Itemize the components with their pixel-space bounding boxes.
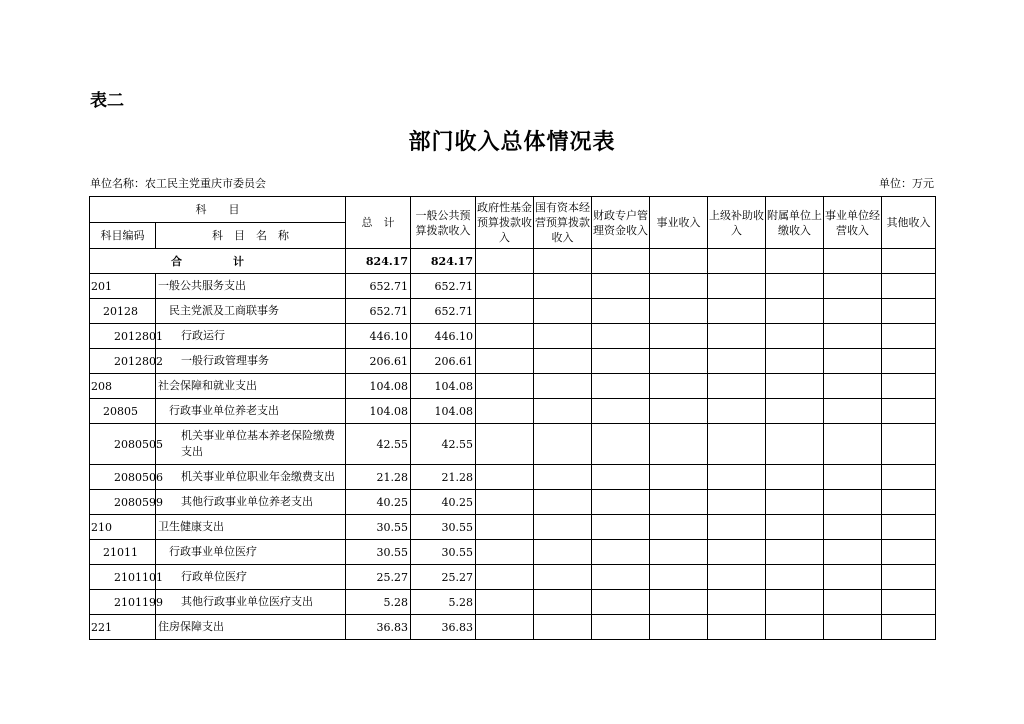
table-row <box>90 274 936 299</box>
empty-cell <box>534 490 592 515</box>
subject-code: 2012802 <box>90 349 156 374</box>
subject-name: 行政运行 <box>156 324 346 349</box>
table-row <box>90 565 936 590</box>
subject-code: 20805 <box>90 399 156 424</box>
empty-cell <box>708 615 766 640</box>
empty-cell <box>708 590 766 615</box>
table-row <box>90 590 936 615</box>
empty-cell <box>766 349 824 374</box>
table-row <box>90 299 936 324</box>
empty-cell <box>824 515 882 540</box>
empty-cell <box>476 565 534 590</box>
empty-cell <box>882 349 936 374</box>
subject-code: 201 <box>90 274 156 299</box>
empty-cell <box>824 465 882 490</box>
empty-cell <box>708 424 766 465</box>
empty-cell <box>476 324 534 349</box>
empty-cell <box>766 299 824 324</box>
header-operating-income: 事业单位经营收入 <box>824 197 882 249</box>
empty-cell <box>534 615 592 640</box>
total-cell: 30.55 <box>346 515 411 540</box>
empty-cell <box>534 399 592 424</box>
empty-cell <box>476 590 534 615</box>
empty-cell <box>592 590 650 615</box>
empty-cell <box>766 274 824 299</box>
subject-name: 住房保障支出 <box>156 615 346 640</box>
subject-code: 2080599 <box>90 490 156 515</box>
table-row <box>90 324 936 349</box>
empty-cell <box>592 515 650 540</box>
subject-name: 卫生健康支出 <box>156 515 346 540</box>
empty-cell <box>882 274 936 299</box>
income-table <box>89 196 936 640</box>
empty-cell <box>708 540 766 565</box>
empty-cell <box>476 424 534 465</box>
empty-cell <box>476 299 534 324</box>
empty-cell <box>824 274 882 299</box>
empty-cell <box>708 565 766 590</box>
total-label: 合 计 <box>90 249 346 274</box>
total-cell: 21.28 <box>346 465 411 490</box>
total-cell: 30.55 <box>346 540 411 565</box>
empty-cell <box>824 299 882 324</box>
subject-name: 民主党派及工商联事务 <box>156 299 346 324</box>
empty-cell <box>708 324 766 349</box>
subject-code: 21011 <box>90 540 156 565</box>
total-cell: 206.61 <box>346 349 411 374</box>
subject-name: 机关事业单位职业年金缴费支出 <box>156 465 346 490</box>
empty-cell <box>766 324 824 349</box>
empty-cell <box>824 490 882 515</box>
empty-cell <box>708 490 766 515</box>
subject-code: 2101199 <box>90 590 156 615</box>
empty-cell <box>650 615 708 640</box>
empty-cell <box>708 349 766 374</box>
general-budget-cell: 40.25 <box>411 490 476 515</box>
header-code: 科目编码 <box>90 223 156 249</box>
empty-cell <box>882 515 936 540</box>
header-fiscal-account: 财政专户管理资金收入 <box>592 197 650 249</box>
empty-cell <box>592 424 650 465</box>
empty-cell <box>592 349 650 374</box>
empty-cell <box>766 590 824 615</box>
subject-name: 其他行政事业单位养老支出 <box>156 490 346 515</box>
empty-cell <box>824 590 882 615</box>
general-budget-cell: 5.28 <box>411 590 476 615</box>
empty-cell <box>882 565 936 590</box>
total-cell: 40.25 <box>346 490 411 515</box>
empty-cell <box>592 615 650 640</box>
empty-cell <box>882 615 936 640</box>
empty-cell <box>824 615 882 640</box>
subject-code: 2080505 <box>90 424 156 465</box>
empty-cell <box>708 515 766 540</box>
empty-cell <box>650 540 708 565</box>
empty-cell <box>650 424 708 465</box>
empty-cell <box>766 615 824 640</box>
subject-name: 行政事业单位医疗 <box>156 540 346 565</box>
table-number-label: 表二 <box>90 91 124 111</box>
empty-cell <box>650 374 708 399</box>
subject-code: 221 <box>90 615 156 640</box>
subject-name: 其他行政事业单位医疗支出 <box>156 590 346 615</box>
empty-cell <box>476 399 534 424</box>
total-general: 824.17 <box>411 249 476 274</box>
header-superior-subsidy: 上级补助收入 <box>708 197 766 249</box>
empty-cell <box>476 274 534 299</box>
total-cell: 652.71 <box>346 299 411 324</box>
subject-name: 一般行政管理事务 <box>156 349 346 374</box>
empty-cell <box>592 465 650 490</box>
total-cell: 5.28 <box>346 590 411 615</box>
empty-cell <box>476 515 534 540</box>
subject-name: 一般公共服务支出 <box>156 274 346 299</box>
header-affiliated-unit: 附属单位上缴收入 <box>766 197 824 249</box>
empty-cell <box>708 274 766 299</box>
general-budget-cell: 446.10 <box>411 324 476 349</box>
table-row <box>90 349 936 374</box>
empty-cell <box>708 399 766 424</box>
empty-cell <box>650 465 708 490</box>
general-budget-cell: 652.71 <box>411 274 476 299</box>
general-budget-cell: 104.08 <box>411 399 476 424</box>
empty-cell <box>476 540 534 565</box>
total-cell: 25.27 <box>346 565 411 590</box>
empty-cell <box>882 590 936 615</box>
subject-code: 2101101 <box>90 565 156 590</box>
page-title: 部门收入总体情况表 <box>408 129 616 155</box>
total-value: 824.17 <box>346 249 411 274</box>
table-row <box>90 465 936 490</box>
total-cell: 104.08 <box>346 374 411 399</box>
header-state-asset: 国有资本经营预算拨款收入 <box>534 197 592 249</box>
empty-cell <box>592 274 650 299</box>
empty-cell <box>882 399 936 424</box>
table-row <box>90 615 936 640</box>
empty-cell <box>476 490 534 515</box>
empty-cell <box>534 374 592 399</box>
empty-cell <box>766 465 824 490</box>
subject-code: 2012801 <box>90 324 156 349</box>
empty-cell <box>766 374 824 399</box>
total-cell: 104.08 <box>346 399 411 424</box>
empty-cell <box>766 424 824 465</box>
header-name: 科 目 名 称 <box>156 223 346 249</box>
empty-cell <box>592 399 650 424</box>
empty-cell <box>824 399 882 424</box>
table-row <box>90 515 936 540</box>
empty-cell <box>650 515 708 540</box>
header-total: 总 计 <box>346 197 411 249</box>
header-general-budget: 一般公共预算拨款收入 <box>411 197 476 249</box>
table-row <box>90 490 936 515</box>
general-budget-cell: 652.71 <box>411 299 476 324</box>
empty-cell <box>708 465 766 490</box>
empty-cell <box>650 490 708 515</box>
table-row <box>90 374 936 399</box>
empty-cell <box>534 515 592 540</box>
general-budget-cell: 104.08 <box>411 374 476 399</box>
unit-name: 单位名称：农工民主党重庆市委员会 <box>90 177 266 190</box>
subject-code: 210 <box>90 515 156 540</box>
general-budget-cell: 30.55 <box>411 540 476 565</box>
empty-cell <box>534 324 592 349</box>
empty-cell <box>766 515 824 540</box>
empty-cell <box>882 299 936 324</box>
header-business-income: 事业收入 <box>650 197 708 249</box>
empty-cell <box>534 540 592 565</box>
subject-code: 208 <box>90 374 156 399</box>
empty-cell <box>824 349 882 374</box>
empty-cell <box>766 540 824 565</box>
empty-cell <box>592 540 650 565</box>
subject-code: 20128 <box>90 299 156 324</box>
general-budget-cell: 25.27 <box>411 565 476 590</box>
subject-name: 机关事业单位基本养老保险缴费支出 <box>156 424 346 465</box>
empty-cell <box>592 490 650 515</box>
unit-of-measure: 单位：万元 <box>879 177 934 190</box>
empty-cell <box>882 324 936 349</box>
empty-cell <box>650 324 708 349</box>
empty-cell <box>824 424 882 465</box>
empty-cell <box>882 540 936 565</box>
subject-name: 社会保障和就业支出 <box>156 374 346 399</box>
empty-cell <box>592 374 650 399</box>
empty-cell <box>650 590 708 615</box>
general-budget-cell: 42.55 <box>411 424 476 465</box>
header-other-income: 其他收入 <box>882 197 936 249</box>
header-gov-fund: 政府性基金预算拨款收入 <box>476 197 534 249</box>
empty-cell <box>476 349 534 374</box>
table-row <box>90 424 936 465</box>
empty-cell <box>534 565 592 590</box>
general-budget-cell: 21.28 <box>411 465 476 490</box>
empty-cell <box>708 299 766 324</box>
subject-code: 2080506 <box>90 465 156 490</box>
empty-cell <box>766 490 824 515</box>
empty-cell <box>824 540 882 565</box>
total-cell: 42.55 <box>346 424 411 465</box>
total-cell: 446.10 <box>346 324 411 349</box>
empty-cell <box>592 324 650 349</box>
empty-cell <box>882 374 936 399</box>
total-cell: 652.71 <box>346 274 411 299</box>
empty-cell <box>650 274 708 299</box>
empty-cell <box>534 590 592 615</box>
empty-cell <box>824 565 882 590</box>
empty-cell <box>592 565 650 590</box>
empty-cell <box>650 299 708 324</box>
table-row <box>90 399 936 424</box>
empty-cell <box>882 424 936 465</box>
empty-cell <box>592 299 650 324</box>
total-row <box>90 249 936 274</box>
empty-cell <box>476 465 534 490</box>
empty-cell <box>534 274 592 299</box>
empty-cell <box>650 399 708 424</box>
empty-cell <box>534 465 592 490</box>
total-cell: 36.83 <box>346 615 411 640</box>
empty-cell <box>476 374 534 399</box>
empty-cell <box>824 374 882 399</box>
subject-name: 行政事业单位养老支出 <box>156 399 346 424</box>
empty-cell <box>534 299 592 324</box>
empty-cell <box>476 615 534 640</box>
empty-cell <box>766 565 824 590</box>
header-subject: 科 目 <box>90 197 346 223</box>
subject-name: 行政单位医疗 <box>156 565 346 590</box>
empty-cell <box>824 324 882 349</box>
general-budget-cell: 36.83 <box>411 615 476 640</box>
empty-cell <box>650 565 708 590</box>
empty-cell <box>534 349 592 374</box>
general-budget-cell: 30.55 <box>411 515 476 540</box>
empty-cell <box>708 374 766 399</box>
empty-cell <box>534 424 592 465</box>
empty-cell <box>882 490 936 515</box>
general-budget-cell: 206.61 <box>411 349 476 374</box>
empty-cell <box>882 465 936 490</box>
empty-cell <box>650 349 708 374</box>
empty-cell <box>766 399 824 424</box>
table-row <box>90 540 936 565</box>
